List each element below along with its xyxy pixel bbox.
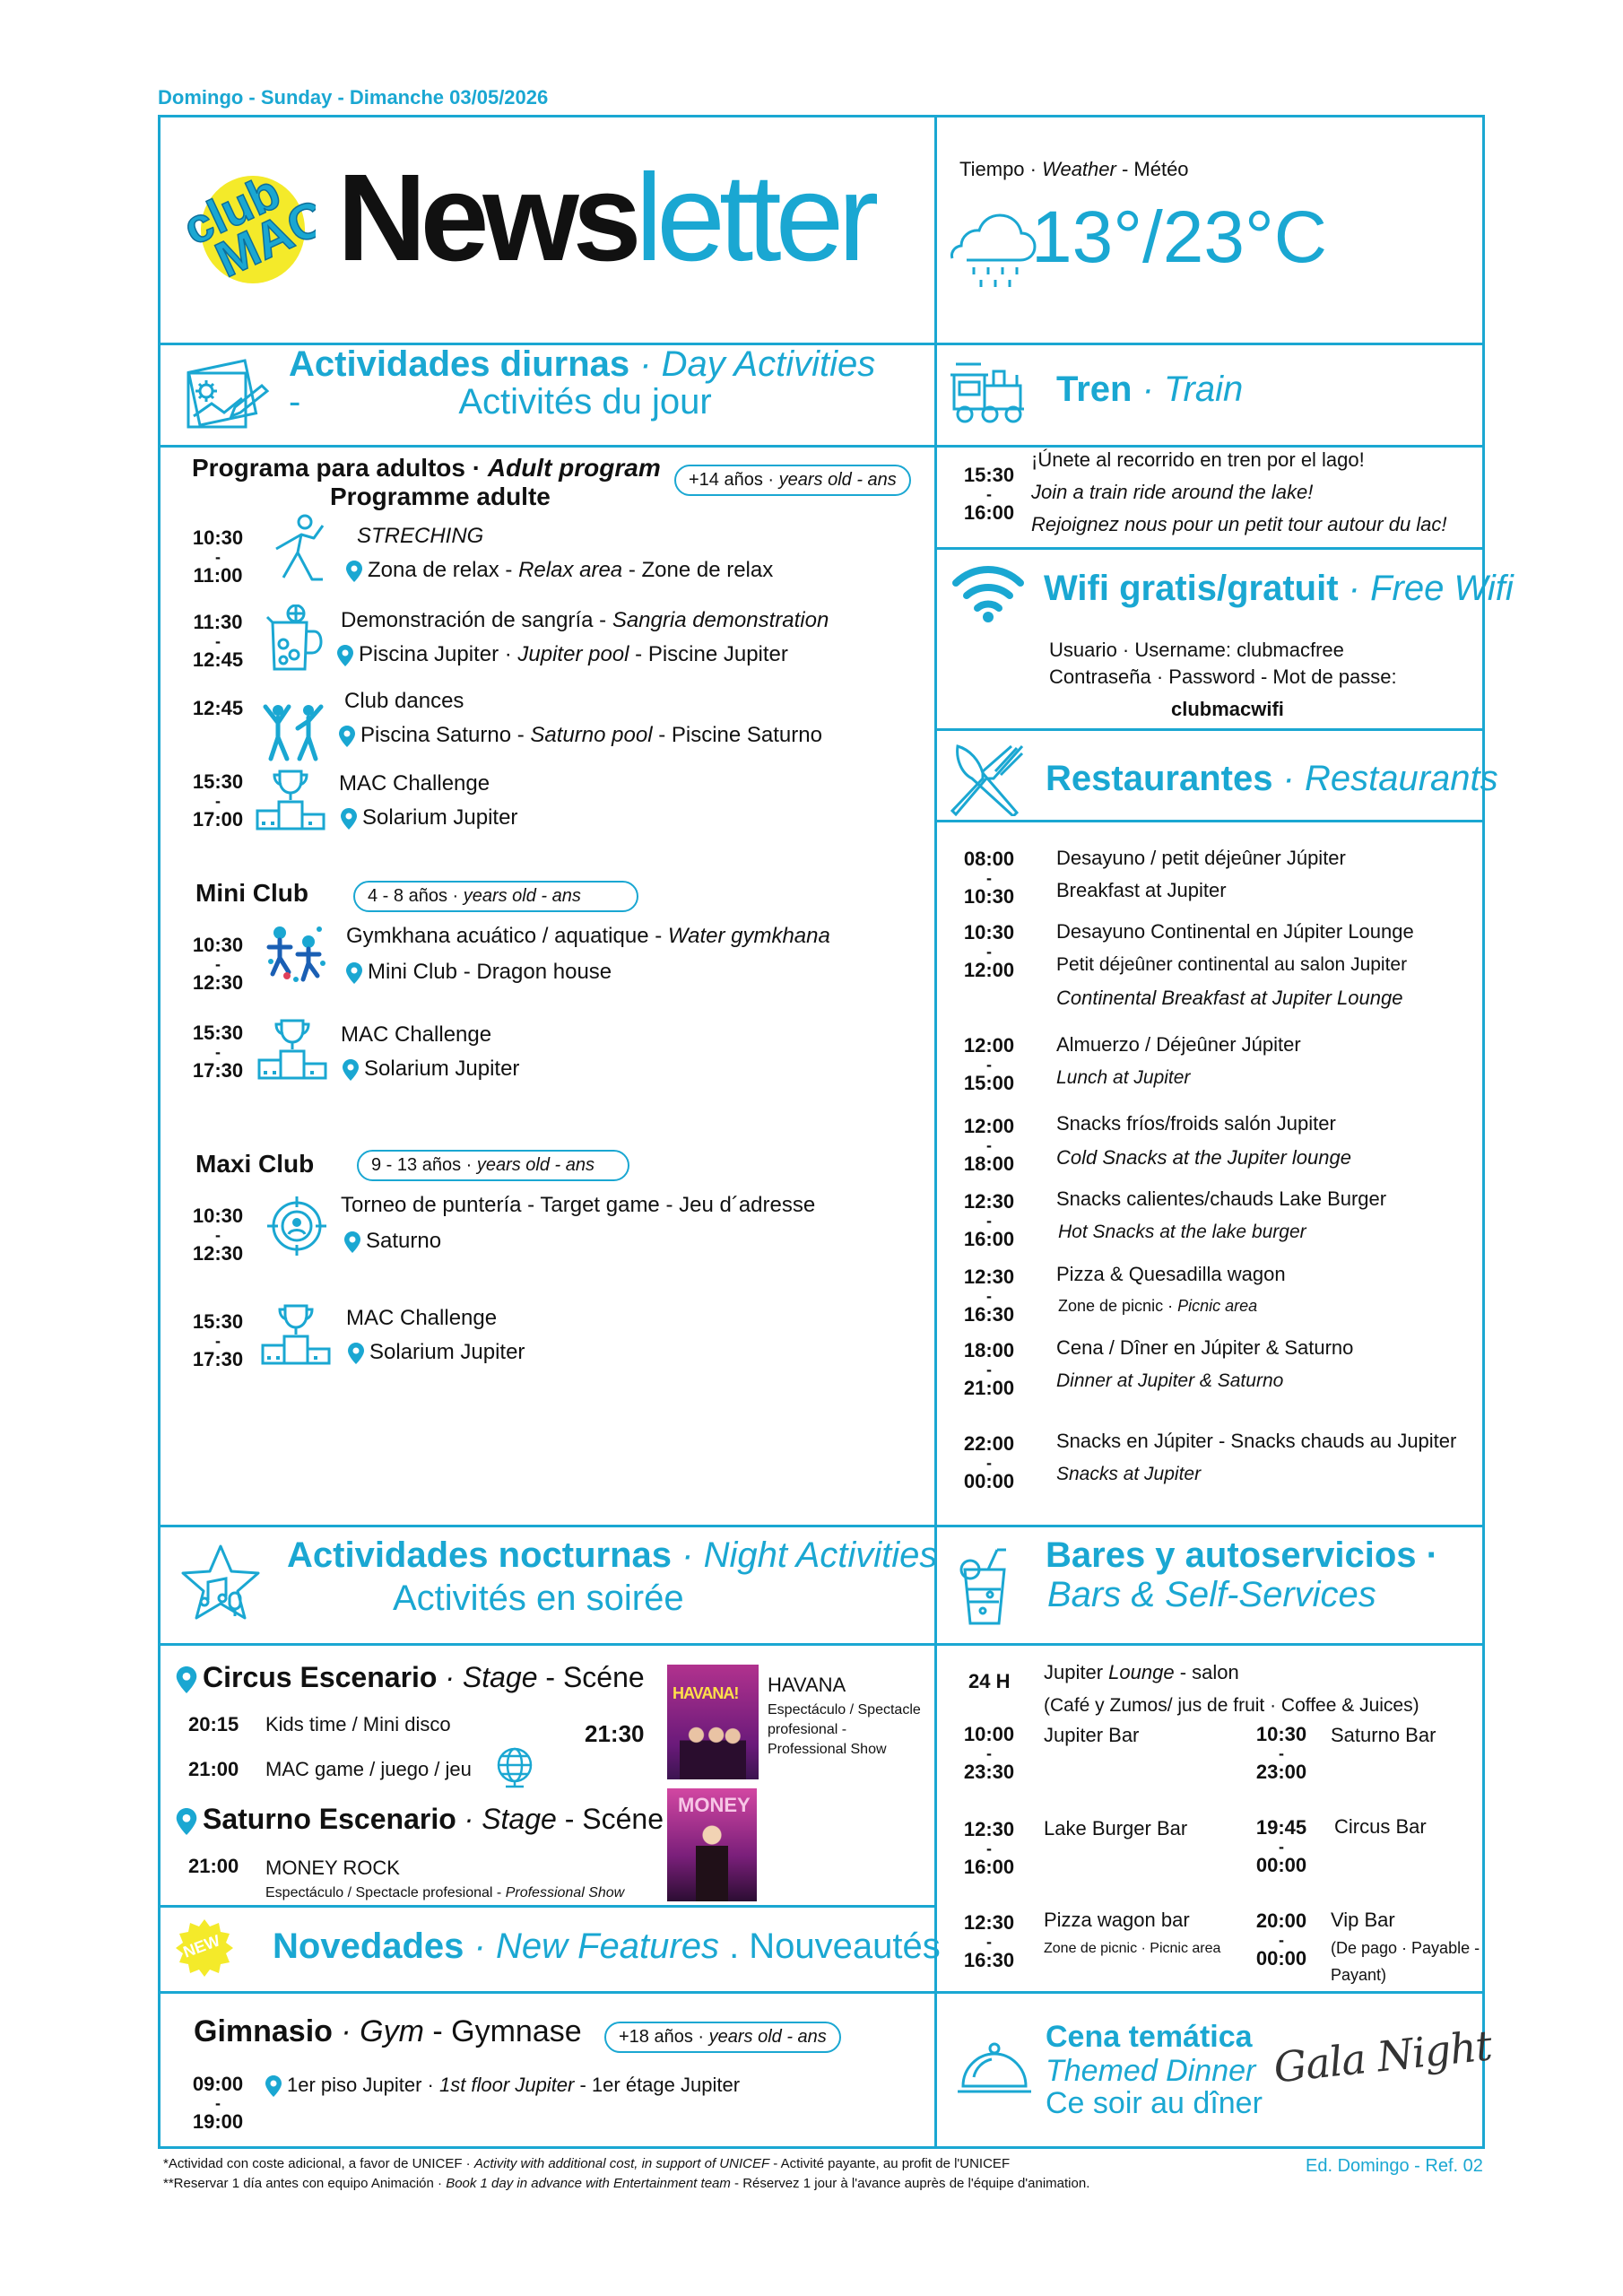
newsletter-title [337, 151, 872, 285]
poster-singer [696, 1824, 728, 1901]
activity-name: MAC Challenge [346, 1306, 498, 1330]
note1-es: *Actividad con coste adicional, a favor de UNICEF · [163, 2156, 474, 2171]
bars-title-es: Bares y autoservicios · [1046, 1535, 1438, 1575]
loc-es: Saturno [366, 1229, 442, 1253]
train-line-fr: Rejoignez nous pour un petit tour autour du lac! [1031, 513, 1447, 535]
loc-fr: - Zone de relax [622, 558, 774, 582]
gym-age-badge [604, 2022, 841, 2053]
circus-title-es: Circus Escenario [203, 1661, 438, 1693]
star-music-icon [176, 1541, 265, 1635]
loc-es: Piscina Jupiter · [359, 642, 518, 666]
restaurant-line: Lunch at Jupiter [1056, 1067, 1191, 1088]
maxi-age-badge [357, 1150, 629, 1181]
wifi-password-value: clubmacwifi [1171, 698, 1284, 720]
weather-label-fr: - Météo [1115, 158, 1189, 180]
activity-name: MAC Challenge [339, 771, 490, 796]
restaurant-line [1058, 1222, 1306, 1243]
restaurant-time: 12:00 - 18:00 [963, 1115, 1015, 1175]
gym-loc-en: 1st floor Jupiter [438, 2074, 575, 2096]
show-desc: Professional Show [768, 1742, 887, 1757]
activity-location [341, 805, 517, 831]
kids-water-icon [260, 920, 332, 996]
maxi-age-en: years old - ans [476, 1155, 595, 1175]
note2-es: **Reservar 1 día antes con equipo Animación · [163, 2176, 447, 2191]
restaurant-time: 08:00 - 10:30 [963, 848, 1015, 908]
trophy-podium-icon [255, 768, 326, 835]
bar-name: Jupiter Bar [1044, 1724, 1140, 1746]
gym-age-en: years old - ans [708, 2027, 827, 2047]
loc-es: Zona de relax - [368, 558, 519, 582]
name-en: Sangria demonstration [612, 608, 829, 632]
restaurant-time: 12:30 - 16:30 [963, 1265, 1015, 1326]
lounge-time: 24 H [968, 1670, 1011, 1692]
weather-label [959, 158, 1189, 181]
loc-en: Relax area [518, 558, 623, 582]
lounge-b: Lounge [1108, 1661, 1175, 1683]
train-line-es: ¡Únete al recorrido en tren por el lago! [1031, 448, 1365, 471]
note2-fr: - Réservez 1 jour à l'avance auprès de l'équipe d'animation. [730, 2176, 1090, 2191]
note1-fr: - Activité payante, au profit de l'UNICEF [769, 2156, 1011, 2171]
restaurant-time: 12:00 - 15:00 [963, 1034, 1015, 1094]
bar-name: Pizza wagon bar [1044, 1909, 1190, 1931]
day-activities-icon [181, 357, 271, 439]
loc-fr: - Piscine Jupiter [629, 642, 788, 666]
night-time: 21:00 [188, 1758, 239, 1780]
activity-name: STRECHING [357, 524, 484, 548]
activity-time: 15:30 - 17:30 [192, 1310, 244, 1370]
adult-age-en: years old - ans [778, 470, 897, 490]
activity-time: 10:30 - 12:30 [192, 1205, 244, 1265]
restaurant-line: Snacks en Júpiter - Snacks chauds au Jupiter [1056, 1430, 1457, 1452]
day-title-fr: Activités du jour [458, 382, 712, 422]
edition-ref: Ed. Domingo - Ref. 02 [1306, 2156, 1483, 2176]
bar-time: 12:30 - 16:00 [963, 1818, 1015, 1878]
loc-fr: - Piscine Saturno [652, 723, 822, 747]
divider-center [934, 115, 937, 2149]
new-badge-text: NEW [180, 1931, 222, 1961]
lounge-a: Jupiter [1044, 1661, 1109, 1683]
news-title-es: Novedades [273, 1926, 464, 1966]
restaurant-line: Pizza & Quesadilla wagon [1056, 1263, 1286, 1285]
bar-sub: (De pago · Payable - [1331, 1939, 1480, 1957]
wifi-icon [950, 561, 1026, 629]
bars-title [1046, 1535, 1438, 1576]
logo-mac-text: MAC [206, 187, 316, 285]
havana-show-poster [667, 1665, 759, 1779]
night-item: MONEY ROCK [265, 1857, 400, 1879]
bar-name: Saturno Bar [1331, 1724, 1436, 1746]
dancers-icon [260, 701, 328, 769]
mini-club-title: Mini Club [195, 879, 308, 907]
activity-time: 11:30 - 12:45 [192, 611, 244, 671]
fork-knife-icon [949, 743, 1031, 821]
name-en: Water gymkhana [667, 924, 830, 948]
circus-title-en: · Stage [437, 1661, 538, 1693]
night-item: MAC game / juego / jeu [265, 1758, 472, 1780]
hot-rest: Snacks at the lake burger [1092, 1222, 1306, 1242]
divider [934, 547, 1485, 550]
restaurant-line: Breakfast at Jupiter [1056, 879, 1227, 901]
train-title-en: · Train [1132, 370, 1244, 409]
activity-location [344, 1229, 441, 1254]
gym-title-es: Gimnasio [194, 2014, 333, 2048]
desc-es: Espectáculo / Spectacle profesional - [265, 1885, 506, 1900]
restaurants-title [1046, 759, 1498, 799]
train-title-es: Tren [1056, 370, 1133, 409]
picnic-en: Picnic area [1177, 1297, 1258, 1315]
note1-en: Activity with additional cost, in support of UNICEF [473, 2156, 770, 2171]
trophy-podium-icon [256, 1017, 328, 1084]
restaurant-line: Cold Snacks at the Jupiter lounge [1056, 1146, 1351, 1169]
night-activities-title [287, 1535, 937, 1576]
restaurant-line: Snacks calientes/chauds Lake Burger [1056, 1187, 1387, 1210]
activity-location [346, 558, 773, 583]
adult-title-en: Adult program [487, 454, 661, 482]
gym-title-fr: - Gymnase [423, 2014, 582, 2048]
date-line: Domingo - Sunday - Dimanche 03/05/2026 [158, 86, 549, 109]
restaurant-line: Petit déjeûner continental au salon Jupiter [1056, 954, 1408, 975]
drink-glass-icon [958, 1548, 1011, 1633]
bar-time: 20:00 - 00:00 [1255, 1909, 1307, 1970]
restaurant-time: 10:30 - 12:00 [963, 921, 1015, 981]
mini-age-en: years old - ans [463, 886, 581, 906]
divider [158, 1643, 1485, 1646]
loc-en: Saturno pool [530, 723, 653, 747]
night-activities-subtitle: Activités en soirée [393, 1578, 684, 1618]
activity-location [348, 1340, 525, 1365]
wifi-title [1044, 569, 1514, 609]
night-title-en: · Night Activities [672, 1535, 938, 1575]
restaurant-line: Cena / Dîner en Júpiter & Saturno [1056, 1336, 1354, 1359]
lounge-c: - salon [1174, 1661, 1239, 1683]
activity-time: 10:30 - 11:00 [192, 526, 244, 587]
circus-title-fr: - Scéne [537, 1661, 645, 1693]
divider [158, 1905, 934, 1908]
maxi-age: 9 - 13 años · [371, 1155, 477, 1175]
poster-title: MONEY [678, 1794, 751, 1816]
restaurants-title-es: Restaurantes [1046, 759, 1273, 798]
loc-es: Solarium Jupiter [362, 805, 518, 830]
target-icon [265, 1195, 328, 1262]
divider [158, 1991, 1485, 1994]
restaurant-line: Continental Breakfast at Jupiter Lounge [1056, 987, 1403, 1009]
title-part-letter: letter [635, 149, 873, 287]
restaurant-time: 18:00 - 21:00 [963, 1339, 1015, 1399]
show-desc: Espectáculo / Spectacle [768, 1702, 921, 1718]
saturno-stage-title [176, 1803, 664, 1836]
loc-es: Mini Club - Dragon house [368, 960, 612, 984]
saturno-title-fr: - Scéne [556, 1803, 664, 1835]
bars-subtitle: Bars & Self-Services [1047, 1575, 1376, 1614]
loc-es: Piscina Saturno - [360, 723, 531, 747]
gym-age: +18 años · [619, 2027, 709, 2047]
weather-label-en: Weather [1042, 158, 1116, 180]
poster-performers [680, 1724, 746, 1779]
gym-loc-fr: - 1er étage Jupiter [574, 2074, 741, 2096]
restaurant-line: Desayuno Continental en Júpiter Lounge [1056, 920, 1414, 943]
themed-dinner-fr: Ce soir au dîner [1046, 2086, 1263, 2120]
wifi-title-en: · Free Wifi [1338, 569, 1514, 608]
themed-dinner-es: Cena temática [1046, 2020, 1253, 2054]
weather-temperature: 13°/23°C [1031, 196, 1328, 278]
adult-title-es: Programa para adultos · [192, 454, 488, 482]
bar-time: 12:30 - 16:30 [963, 1911, 1015, 1971]
activity-time: 10:30 - 12:30 [192, 934, 244, 994]
new-features-title [273, 1926, 941, 1967]
themed-dinner-en: Themed Dinner [1046, 2054, 1256, 2088]
activity-name [341, 608, 829, 633]
night-time: 20:15 [188, 1713, 239, 1735]
gym-location [265, 2074, 740, 2097]
lounge-desc: (Café y Zumos/ jus de fruit · Coffee & Juices) [1044, 1695, 1419, 1716]
activity-time: 15:30 - 17:00 [192, 770, 244, 831]
money-rock-poster [667, 1788, 757, 1901]
bar-name: Circus Bar [1334, 1815, 1427, 1838]
divider [934, 445, 1485, 448]
divider [158, 1525, 1485, 1527]
mini-age: 4 - 8 años · [368, 886, 464, 906]
logo-club-text: club [175, 164, 289, 257]
note2-en: Book 1 day in advance with Entertainment team [446, 2176, 731, 2191]
bar-name: Vip Bar [1331, 1909, 1395, 1931]
train-icon [949, 359, 1029, 431]
loc-en: Jupiter pool [517, 642, 629, 666]
wifi-password-label: Contraseña · Password - Mot de passe: [1049, 665, 1397, 688]
activity-time: 15:30 - 17:30 [192, 1022, 244, 1082]
name-es: Demonstración de sangría - [341, 608, 612, 632]
mini-age-badge [353, 881, 638, 912]
globe-icon [491, 1745, 538, 1795]
news-title-en: · New Features [464, 1926, 719, 1966]
hot-label: Hot [1058, 1222, 1093, 1242]
stretching-icon [269, 513, 328, 589]
restaurant-time: 22:00 - 00:00 [963, 1432, 1015, 1492]
activity-location [337, 642, 788, 667]
name-es: Gymkhana acuático / aquatique - [346, 924, 668, 948]
saturno-title-es: Saturno Escenario [203, 1803, 456, 1835]
show-desc: profesional - [768, 1722, 847, 1737]
activity-name [346, 924, 830, 949]
weather-label-es: Tiempo · [959, 158, 1043, 180]
restaurant-line: Snacks fríos/froids salón Jupiter [1056, 1112, 1336, 1135]
show-time: 21:30 [585, 1720, 645, 1747]
gym-title [194, 2014, 582, 2049]
bar-name: Lake Burger Bar [1044, 1817, 1188, 1839]
show-name: HAVANA [768, 1674, 846, 1696]
restaurant-line: Dinner at Jupiter & Saturno [1056, 1370, 1284, 1391]
activity-location [343, 1057, 519, 1082]
footer-note-2 [163, 2176, 1089, 2191]
lounge-name [1044, 1661, 1239, 1684]
bar-sub: Zone de picnic · Picnic area [1044, 1941, 1221, 1956]
cloche-icon [956, 2041, 1033, 2109]
maxi-club-title: Maxi Club [195, 1150, 315, 1178]
restaurant-line: Snacks at Jupiter [1056, 1464, 1202, 1484]
divider [158, 445, 934, 448]
wifi-username: Usuario · Username: clubmacfree [1049, 639, 1344, 661]
restaurant-line: Almuerzo / Déjeûner Júpiter [1056, 1033, 1301, 1056]
activity-location [339, 723, 822, 748]
adult-program-title [192, 454, 661, 483]
circus-stage-title [176, 1661, 645, 1694]
desc-en: Professional Show [505, 1885, 625, 1900]
poster-title: HAVANA! [673, 1684, 739, 1702]
night-title-es: Actividades nocturnas [287, 1535, 673, 1575]
restaurant-time: 12:30 - 16:00 [963, 1190, 1015, 1250]
day-activities-title [289, 344, 875, 385]
train-line-en: Join a train ride around the lake! [1031, 481, 1314, 503]
bar-sub: Payant) [1331, 1966, 1387, 1984]
restaurant-line: Desayuno / petit déjeûner Júpiter [1056, 847, 1346, 869]
train-time: 15:30 - 16:00 [963, 464, 1015, 524]
divider [934, 728, 1485, 731]
club-mac-logo [172, 160, 316, 285]
news-title-fr: . Nouveautés [718, 1926, 941, 1966]
footer-note-1 [163, 2156, 1010, 2171]
restaurant-line [1058, 1297, 1257, 1316]
picnic-fr: Zone de picnic · [1058, 1297, 1178, 1315]
day-activities-subtitle [289, 382, 712, 422]
restaurants-title-en: · Restaurants [1272, 759, 1498, 798]
title-part-news: News [337, 149, 636, 287]
activity-name: MAC Challenge [341, 1022, 492, 1047]
bar-time: 10:00 - 23:30 [963, 1723, 1015, 1783]
night-item: Kids time / Mini disco [265, 1713, 451, 1735]
saturno-title-en: · Stage [456, 1803, 557, 1835]
night-time: 21:00 [188, 1855, 239, 1877]
adult-age-badge [674, 465, 911, 496]
train-title [1056, 370, 1243, 410]
activity-time: 12:45 [192, 697, 244, 719]
gym-time: 09:00 - 19:00 [192, 2073, 244, 2133]
loc-es: Solarium Jupiter [369, 1340, 525, 1364]
loc-es: Solarium Jupiter [364, 1057, 520, 1081]
gym-loc-es: 1er piso Jupiter · [287, 2074, 439, 2096]
bar-time: 10:30 - 23:00 [1255, 1723, 1307, 1783]
activity-location [346, 960, 612, 985]
activity-name: Torneo de puntería - Target game - Jeu d´adresse [341, 1193, 816, 1217]
sangria-pitcher-icon [260, 604, 328, 681]
bar-time: 19:45 - 00:00 [1255, 1816, 1307, 1876]
night-item-desc [265, 1885, 624, 1901]
adult-program-title-fr: Programme adulte [330, 483, 551, 510]
adult-age: +14 años · [689, 470, 779, 490]
gym-title-en: · Gym [332, 2014, 424, 2048]
activity-name: Club dances [344, 689, 464, 713]
trophy-podium-icon [260, 1302, 332, 1370]
day-title-en: · Day Activities [629, 344, 876, 384]
new-badge-icon [176, 1919, 233, 1977]
wifi-title-es: Wifi gratis/gratuit [1044, 569, 1339, 608]
day-title-dash: - [289, 382, 301, 422]
gala-night-script: Gala Night [1271, 2021, 1494, 2092]
day-title-es: Actividades diurnas [289, 344, 630, 384]
rain-cloud-icon [949, 210, 1038, 295]
